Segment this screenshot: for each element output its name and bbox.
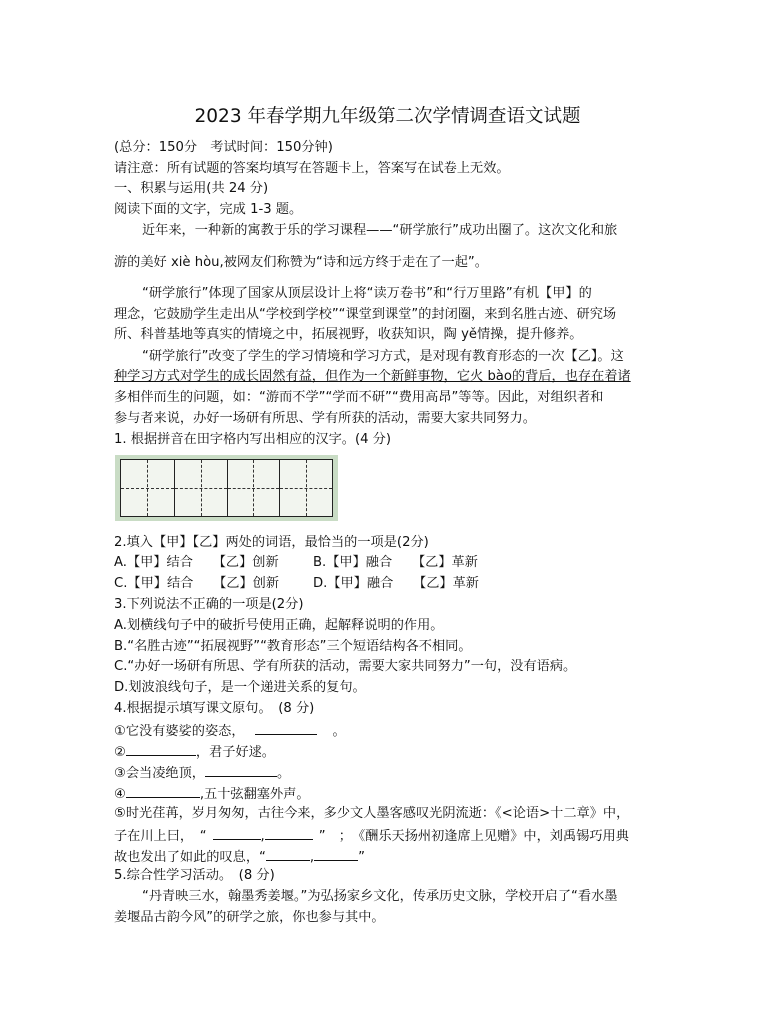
q4-item-1-text: ①它没有婆娑的姿态， xyxy=(114,724,245,739)
answer-blank[interactable] xyxy=(255,720,317,735)
question-5: 5.综合性学习活动。 (8 分) xyxy=(114,868,275,883)
q4-item-3-text: ③会当凌绝顶， xyxy=(114,766,205,781)
q4-item-5-line1: ⑤时光荏苒，岁月匆匆，古往今来，多少文人墨客感叹光阴流逝：《<论语>十二章》中， xyxy=(114,806,630,821)
answer-blank[interactable] xyxy=(205,762,277,777)
q4-item-5-line3 xyxy=(114,846,365,868)
grid-cell[interactable] xyxy=(279,460,332,516)
q4-item-3 xyxy=(114,762,290,784)
answer-blank[interactable] xyxy=(213,825,261,840)
q4-item-1 xyxy=(114,720,346,742)
q3-option-d: D.划波浪线句子，是一个递进关系的复句。 xyxy=(114,680,366,695)
notice: 请注意：所有试题的答案均填写在答题卡上，答案写在试卷上无效。 xyxy=(114,161,510,176)
q2-option-b: B.【甲】融合 【乙】革新 xyxy=(313,555,478,570)
q4-item-4-text: ,五十弦翻塞外声。 xyxy=(199,787,310,802)
q4-item-3-end: 。 xyxy=(276,766,291,781)
question-2: 2.填入【甲】【乙】两处的词语，最恰当的一项是(2分) xyxy=(114,535,429,550)
q3-option-a: A.划横线句子中的破折号使用正确，起解释说明的作用。 xyxy=(114,618,444,633)
q4-item-5-line2 xyxy=(114,825,629,847)
passage-p3-line2: 种学习方式对学生的成长固然有益，但作为一个新鲜事物，它火 bào的背后，也存在着诸 xyxy=(114,369,631,384)
q4-item-2-text: ，君子好逑。 xyxy=(195,745,275,760)
q4-item-1-end: 。 xyxy=(332,724,346,739)
grid-cell[interactable] xyxy=(174,460,227,516)
reading-instruction: 阅读下面的文字，完成 1-3 题。 xyxy=(114,202,303,217)
tianzige-grid[interactable] xyxy=(115,455,338,521)
passage-p2-line1: “研学旅行”体现了国家从顶层设计上将“读万卷书”和“行万里路”有机【甲】的 xyxy=(142,286,592,301)
page-title: 2023 年春学期九年级第二次学情调查语文试题 xyxy=(194,106,581,127)
section-heading: 一、积累与运用(共 24 分) xyxy=(114,181,269,196)
q5-line1: “丹青映三水，翰墨秀姜堰。”为弘扬家乡文化，传承历史文脉，学校开启了“看水墨 xyxy=(142,889,618,904)
comma: , xyxy=(260,829,265,844)
grid-cell[interactable] xyxy=(227,460,280,516)
answer-blank[interactable] xyxy=(126,741,196,756)
q4-item-5-line2-end: ” ； 《酬乐天扬州初逢席上见赠》中，刘禹锡巧用典 xyxy=(318,829,629,844)
passage-p2-line3: 所、科普基地等真实的情境之中，拓展视野，收获知识，陶 yě情操，提升修养。 xyxy=(114,327,583,342)
q3-option-c: C.“办好一场研有所思、学有所获的活动，需要大家共同努力”一句，没有语病。 xyxy=(114,659,577,674)
comma: , xyxy=(309,850,315,865)
q3-option-b: B.“名胜古迹”“拓展视野”“教育形态”三个短语结构各不相同。 xyxy=(114,639,472,654)
q4-item-5-line3-end: ” xyxy=(358,850,365,865)
passage-p1-line1: 近年来，一种新的寓教于乐的学习课程——“研学旅行”成功出圈了。这次文化和旅 xyxy=(142,223,618,238)
q4-item-4-num: ④ xyxy=(114,787,126,802)
question-4: 4.根据提示填写课文原句。 (8 分) xyxy=(114,701,315,716)
answer-blank[interactable] xyxy=(126,783,200,798)
passage-p3-line3: 多相伴而生的问题，如：“游而不学”“学而不研”“费用高昂”等等。因此，对组织者和 xyxy=(114,390,604,405)
answer-blank[interactable] xyxy=(265,825,313,840)
q2-option-a: A.【甲】结合 【乙】创新 xyxy=(114,555,279,570)
q4-item-5-line3-text: 故也发出了如此的叹息，“ xyxy=(114,850,266,865)
q4-item-5-line2-text: 子在川上曰， “ xyxy=(114,829,207,844)
q4-item-2-num: ② xyxy=(114,745,126,760)
question-3: 3.下列说法不正确的一项是(2分) xyxy=(114,597,304,612)
q4-item-2 xyxy=(114,741,275,763)
q2-option-c: C.【甲】结合 【乙】创新 xyxy=(114,576,280,591)
exam-meta: (总分：150分 考试时间：150分钟) xyxy=(114,140,333,155)
passage-p3-line4: 参与者来说，办好一场研有所思、学有所获的活动，需要大家共同努力。 xyxy=(114,411,536,426)
passage-p1-line2: 游的美好 xiè hòu,被网友们称赞为“诗和远方终于走在了一起”。 xyxy=(114,255,488,270)
passage-p3-line1: “研学旅行”改变了学生的学习情境和学习方式，是对现有教育形态的一次【乙】。这 xyxy=(142,349,624,364)
answer-blank[interactable] xyxy=(314,846,358,861)
grid-cell[interactable] xyxy=(121,460,174,516)
q2-option-d: D.【甲】融合 【乙】革新 xyxy=(313,576,479,591)
question-1: 1. 根据拼音在田字格内写出相应的汉字。(4 分) xyxy=(114,432,392,447)
passage-p2-line2: 理念，它鼓励学生走出从“学校到学校”“课堂到课堂”的封闭圈，来到名胜古迹、研究场 xyxy=(114,307,617,322)
answer-blank[interactable] xyxy=(266,846,310,861)
q4-item-4 xyxy=(114,783,310,805)
q5-line2: 姜堰品古韵今风”的研学之旅，你也参与其中。 xyxy=(114,910,385,925)
